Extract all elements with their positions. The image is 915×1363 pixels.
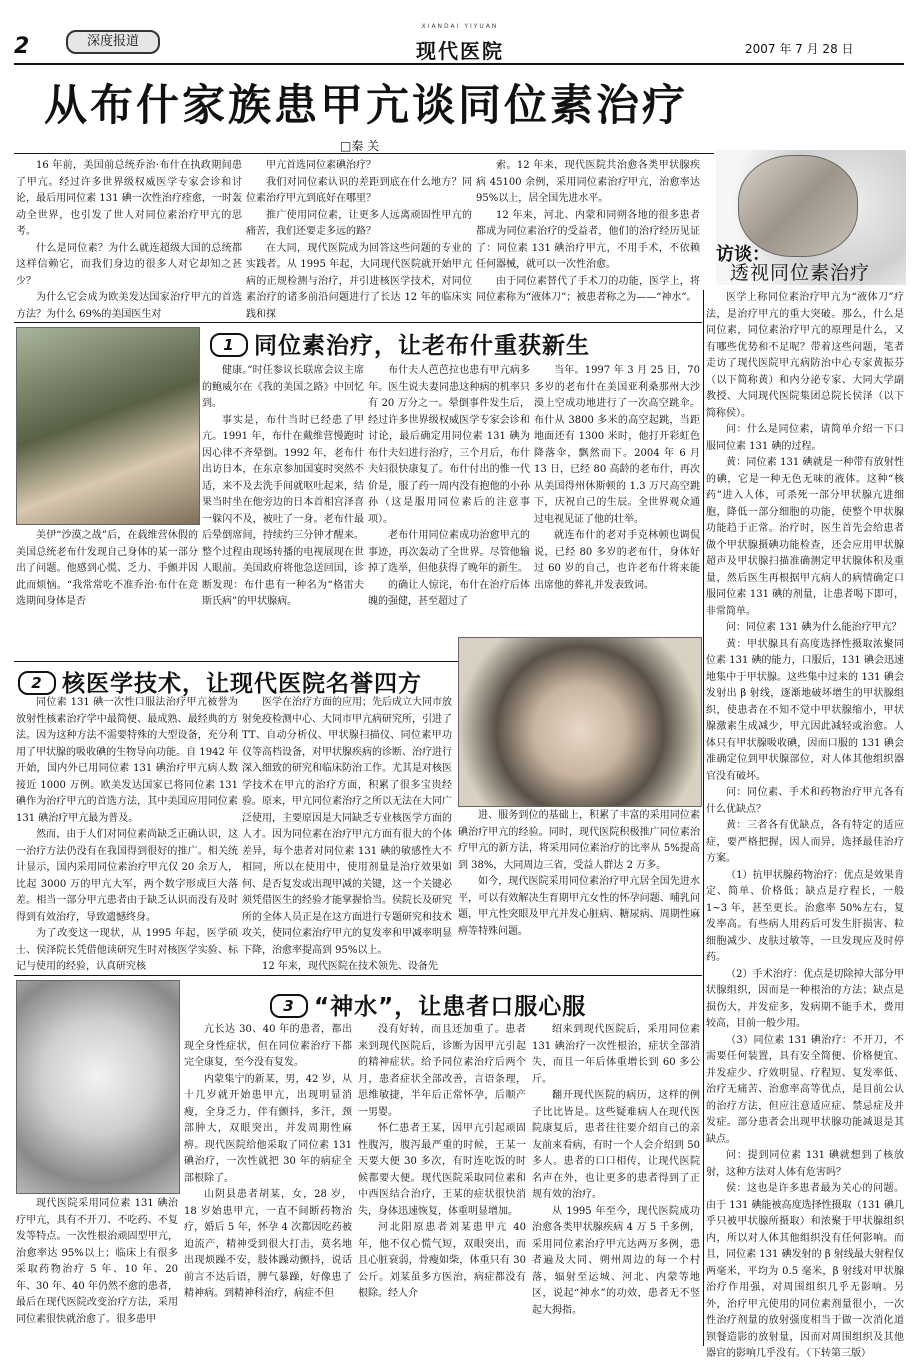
- section-tag: 深度报道: [66, 30, 160, 54]
- masthead: 现代医院: [416, 39, 504, 63]
- sidebar-divider: [703, 290, 704, 1346]
- section-2-title: 核医学技术，让现代医院名誉四方: [62, 671, 422, 697]
- baby-headscarf-photo: [458, 637, 702, 807]
- section-2-column-1: 同位素 131 碘一次性口服法治疗甲亢被誉为放射性核素治疗学中最简便、最成熟、最经典的方法。因为这种方法不需要特殊的大型设备，充分利用了甲状腺的吸收碘的生物导向功能。自 1942 年开始，国内外已用同位素 131 碘治疗甲亢病人数接近 1000 万例。欧美发达国家已将同位素 131 碘作为治疗甲亢的首选方法，其中美国应用同位素 131 碘治疗甲亢最为普及。 然而，由于人们对同位素尚缺乏正确认识，这一治疗方法仍没有在我国得到很好的推广。相关统计显示，国内采用同位素治疗甲亢仅 20 余万人，比起 3000 万的甲亢大军，两个数字形成巨大落差。相当一部分甲亢患者由于缺乏认识而没有及时得到有效治疗，导致遗憾终身。 为了改变这一现状，从 1995 年起，医学硕士、侯泽院长凭借他读研究生时对核医学实验、标记与使用的经验，认真研究核: [16, 697, 238, 972]
- article-title: 从布什家族患甲亢谈同位素治疗: [44, 81, 688, 131]
- intro-column-2: 甲亢首选同位素碘治疗？ 我们对同位素认识的差距到底在什么地方？同位素治疗甲亢到底好在哪里？ 推广使用同位素，让更多人远离顽固性甲亢的痛苦，我们还要走多远的路？ 在大同，现代医院成为回答这些问题的专业的实践者。从 1995 年起，大同现代医院就开始甲亢病的正规检测与治疗，并引进核医学技术，对同位素治疗的诸多前沿问题进行了长达 12 年的临床实践和探: [246, 160, 472, 320]
- section-3-heading: [270, 988, 586, 1021]
- section-3-column-2: 没有好转，而且还加重了。患者来到现代医院后，诊断为因甲亢引起的精神症状。给予同位素治疗后两个月，患者症状全部改善，言语条理，思维敏捷，半年后正常怀孕，后顺产一男婴。 怀仁患者王某，因甲亢引起顽固性腹泻，腹泻最严重的时候，王某一天要大便 30 多次，有时连吃饭的时候都要大便。现代医院采取同位素和中西医结合治疗，王某的症状很快消失，身体迅速恢复，体重明显增加。 河北阳原患者刘某患甲亢 40 年，他不仅心慌气短，双眼突出，而且心脏衰弱，骨瘦如柴，体重只有 30 公斤。刘某虽多方医治，病症都没有根除。经人介: [358, 1024, 526, 1299]
- infant-photo: [16, 980, 180, 1194]
- header-rule: [14, 63, 904, 65]
- intro-column-3: 索。12 年来，现代医院共治愈各类甲状腺疾病 45100 余例，采用同位素治疗甲亢，治愈率达 95%以上，居全国先进水平。 12 年来，河北、内蒙和同朔各地的很多患者都成为同位素治疗的受益者，他们的治疗经历见证了：同位素 131 碘治疗甲亢，不用手术，不依赖任何器械，就可以一次性治愈。 由于同位素替代了手术刀的功能，医学上，将同位素称为“液体刀”；被患者称之为——“神水”。: [476, 160, 700, 303]
- title-rule: [14, 153, 714, 154]
- page-number: 2: [14, 34, 30, 59]
- section-1-caption: 美伊“沙漠之战”后，在载维营休假的美国总统老布什发现自己身体的某一部分出了问题。他感到心慌、乏力、手颤并因此而烦恼。“我常常吃不准乔治·布什在竞选期间身体是否: [16, 530, 198, 607]
- section-1-column-3: 当年。1997 年 3 月 25 日，70 多岁的老布什在美国亚利桑那州大沙漠上空成功地进行了一次高空跳伞。布什从 3800 多米的高空起跳，当距地面还有 1300 米时，他打开彩虹色降落伞，飘然而下。2004 年 6 月 13 日，已经 80 高龄的老布什，再次从美国得州休斯顿的 1.3 万尺高空跳下，庆祝自己的生辰。全世界观众通过电视见证了他的壮举。 就连布什的老对手克林顿也调侃说，已经 80 多岁的老布什，身体好过 60 岁的自己，也许老布什将来能出席他的葬礼并发表致词。: [534, 365, 700, 591]
- section-2-column-3: 进、服务到位的基础上，积累了丰富的采用同位素碘治疗甲亢的经验。同时，现代医院积极推广同位素治疗甲亢的新方法，将采用同位素治疗的比率从 5%提高到 38%，大同周边三省，受益人群达 2 万多。 如今，现代医院采用同位素治疗甲亢居全国先进水平，可以有效解决生育期甲亢女性的怀孕问题、哺乳问题，甲亢性突眼及甲亢并发心脏病、糖尿病、周期性麻痹等特殊问题。: [458, 810, 700, 937]
- section-3-number: 3: [270, 994, 308, 1018]
- section-2-number: 2: [18, 671, 56, 695]
- section-3-rule: [14, 975, 702, 976]
- issue-date: 2007 年 7 月 28 日: [745, 42, 854, 56]
- section-3-caption: 现代医院采用同位素 131 碘治疗甲亢，具有不开刀、不吃药、不复发等特点。一次性根治顽固型甲亢，治愈率达 95%以上；临床上有很多采取药物治疗 5 年、10 年、20 年、30 年、40 年仍然不愈的患者，最后在现代医院改变治疗方法，采用同位素很快就治愈了。很多患甲: [16, 1198, 178, 1325]
- section-1-rule: [14, 322, 702, 323]
- author: □秦 关: [340, 139, 380, 153]
- section-1-column-2: 布什夫人芭芭拉也患有甲亢病多年。医生说夫妻同患这种病的机率只有 20 万分之一。晕倒事件发生后，经过许多世界级权威医学专家会诊和讨论，最后确定用同位素 131 碘为布什夫妇进行治疗，三个月后，布什夫妇很快康复了。布什付出的惟一代价是，服了药一周内没有抱他的小孙孙（这是服用同位素后的注意事项）。 老布什用同位素成功治愈甲亢的事迹，再次轰动了全世界。尽管他输掉了选举，但他获得了晚年的新生。 的确让人惊诧，布什在治疗后体魄的强健，甚至超过了: [368, 365, 530, 607]
- section-1-column-1: 健康。”时任参议长联席会议主席的鲍威尔在《我的美国之路》中回忆到。 事实是，布什当时已经患了甲亢。1991 年，布什在戴维营慢跑时因心律不齐晕倒。1992 年，老布什出访日本，在东京参加国宴时突然不适，来不及去洗手间就呕吐起来，结果当时坐在他旁边的日本首相宫泽喜一躲闪不及，被吐了一身。老布什最后晕倒席间，持续约三分钟才醒来。整个过程由现场转播的电视展现在世人眼前。美国政府将他急送回国，诊断发现：布什患有一种名为“格雷夫斯氏病”的甲状腺病。: [202, 365, 364, 607]
- section-1-heading: [210, 327, 590, 360]
- interview-title: 透视同位素治疗: [730, 262, 871, 284]
- boy-with-father-photo: [16, 327, 200, 525]
- section-1-title: 同位素治疗，让老布什重获新生: [254, 333, 590, 359]
- section-1-number: 1: [210, 333, 248, 357]
- section-3-title: “神水”，让患者口服心服: [314, 994, 587, 1020]
- masthead-pinyin: XIANDAI YIYUAN: [421, 23, 499, 30]
- interview-label: 访谈：: [716, 244, 770, 265]
- section-3-column-3: 绍来到现代医院后，采用同位素 131 碘治疗一次性根治，症状全部消失，而且一年后体重增长到 60 多公斤。 翻开现代医院的病历，这样的例子比比皆是。这些疑难病人在现代医院康复后，患者往往要介绍自己的亲友前来看病，有时一个人会介绍到 50 多人。患者的口口相传，让现代医院名声在外，也让更多的患者得到了正规有效的治疗。 从 1995 年至今，现代医院成功治愈各类甲状腺疾病 4 万 5 千多例，采用同位素治疗甲亢达两万多例，患者遍及大同、朔州周边的每一个村落，辐射至运城、河北、内蒙等地区，说起“神水”的功效，患者无不竖起大拇指。: [532, 1024, 700, 1316]
- section-2-column-2: 医学在治疗方面的应用；先后成立大同市放射免疫检测中心、大同市甲亢病研究所，引进了 TT、自动分析仪、甲状腺扫描仪、同位素甲功仪等高档设备，对甲状腺疾病的诊断、治疗进行深入细致的研究和临床防治工作。尤其是对核医学技术在甲亢的治疗方面，积累了很多宝贵经验。原来，甲亢同位素治疗之所以无法在大同广泛使用，主要原因是大同缺乏专业核医学方面的人才。因为同位素在治疗甲亢方面有很大的个体差异，每个患者对同位素 131 碘的敏感性大不相同，所以在使用中，使用剂量是治疗效果如何、是否复发或出现甲减的关键，这一个关键必须凭借医生的经验才能掌握恰当。侯院长及研究所的全体人员正是在这方面进行专题研究和技术攻关，使同位素治疗甲亢的复发率和甲减率明显下降，治愈率提高到 95%以上。 12 年来，现代医院在技术领先、设备先: [242, 697, 452, 972]
- interview-text: 医学上称同位素治疗甲亢为“液体刀”疗法，是治疗甲亢的重大突破。那么，什么是同位素，同位素治疗甲亢的原理是什么，又有哪些优势和不足呢？带着这些问题，笔者走访了现代医院甲亢病防治中心专家黄振芬（以下简称黄）和内分泌专家、大同大学副教授、大同现代医院集团总院长侯泽（以下简称侯）。 问：什么是同位素，请简单介绍一下口服同位素 131 碘的过程。 黄：同位素 131 碘就是一种带有放射性的碘，它是一种无色无味的液体。这种“核药”进入人体，可杀死一部分甲状腺亢进细胞，降低一部分细胞的功能，使整个甲状腺功能趋于正常。治疗时，医生首先会给患者做个甲状腺摄碘功能检查，还会应用甲状腺超声及甲状腺扫描准确测定甲状腺体积及重量，然后医生再根据甲亢病人的病情确定口服同位素 131 碘的剂量，让患者喝下即可，非常简单。 问：同位素 131 碘为什么能治疗甲亢？ 黄：甲状腺具有高度选择性摄取浓聚同位素 131 碘的能力，口服后，131 碘会迅速地集中于甲状腺。这些集中过来的 131 碘会发射出 β 射线，逐渐地破坏增生的甲状腺组织，使患者在不知不觉中甲状腺缩小，甲状腺激素生成减少，甲亢因此减轻或治愈。人体只有甲状腺吸收碘，因而口服的 131 碘会准确定位到甲状腺部位，对人体其他组织器官没有破坏。 问：同位素、手术和药物治疗甲亢各有什么优缺点？ 黄：三者各有优缺点，各有特定的适应症，要严格把握，因人而异，选择最佳治疗方案。 （1）抗甲状腺药物治疗：优点是效果肯定、简单、价格低；缺点是疗程长，一般 1~3 年，甚至更长。治愈率 50%左右，复发率高。有些病人用药后可发生肝损害、粒细胞减少、皮肤过敏等，一旦发现应及时停药。 （2）手术治疗：优点是切除掉大部分甲状腺组织，因而是一种根治的方法；缺点是损伤大，并发症多，发病期不能手术，费用较高，目前一般少用。 （3）同位素 131 碘治疗：不开刀，不需要任何装置，具有安全简便、价格便宜、并发症少、疗效明显、疗程短、复发率低、治疗无痛苦、治愈率高等优点，是目前公认的治疗方法，但应注意适应症、禁忌症及并发症。部分患者会出现甲状腺功能减退是其缺点。 问：提到同位素 131 碘就想到了核放射，这种方法对人体有危害吗？ 侯：这也是许多患者最为关心的问题。由于 131 碘能被高度选择性摄取（131 碘几乎只被甲状腺所摄取）和浓聚于甲状腺组织内，所以对人体其他组织没有任何影响。而且，同位素 131 碘发射的 β 射线最大射程仅两毫米，平均为 0.5 毫米，β 射线对甲状腺治疗作用强，对周围组织几乎无影响。另外，治疗甲亢使用的同位素剂量很小，一次性治疗剂量的放射强度相当于做一次消化道钡餐造影的放射量，因而对周围组织及其他器官的影响几乎没有。（下转第三版）: [706, 292, 904, 1359]
- intro-column-1: 16 年前，美国前总统乔治·布什在执政期间患了甲亢。经过许多世界级权威医学专家会诊和讨论，最后用同位素 131 碘一次性治疗痊愈，一时轰动全世界，也引发了世人对同位素治疗甲亢的思考。 什么是同位素？为什么就连超级大国的总统都这样信赖它，而我们身边的很多人对它却知之甚少？ 为什么它会成为欧美发达国家治疗甲亢的首选方法？为什么 69%的美国医生对: [16, 160, 242, 320]
- section-2-heading: [18, 665, 422, 698]
- section-3-column-1: 亢长达 30、40 年的患者，都出现全身性症状，但在同位素治疗下都完全康复，至今没有复发。 内蒙集宁的新某，男，42 岁，从十几岁就开始患甲亢，出现明显消瘦，全身乏力，伴有颤抖，多汗，颈部肿大，双眼突出，并发周期性麻痹。现代医院给他采取了同位素 131 碘治疗，一次性就把 30 年的病症全部根除了。 山阴县患者胡某，女，28 岁，18 岁始患甲亢，一直不间断药物治疗，婚后 5 年，怀孕 4 次都因吃药被迫流产，精神受到很大打击，莫名地出现烦躁不安，肢体躁动颤抖，说话前言不达后语，脾气暴躁，好像患了精神病。到精神科治疗，病症不但: [184, 1024, 352, 1299]
